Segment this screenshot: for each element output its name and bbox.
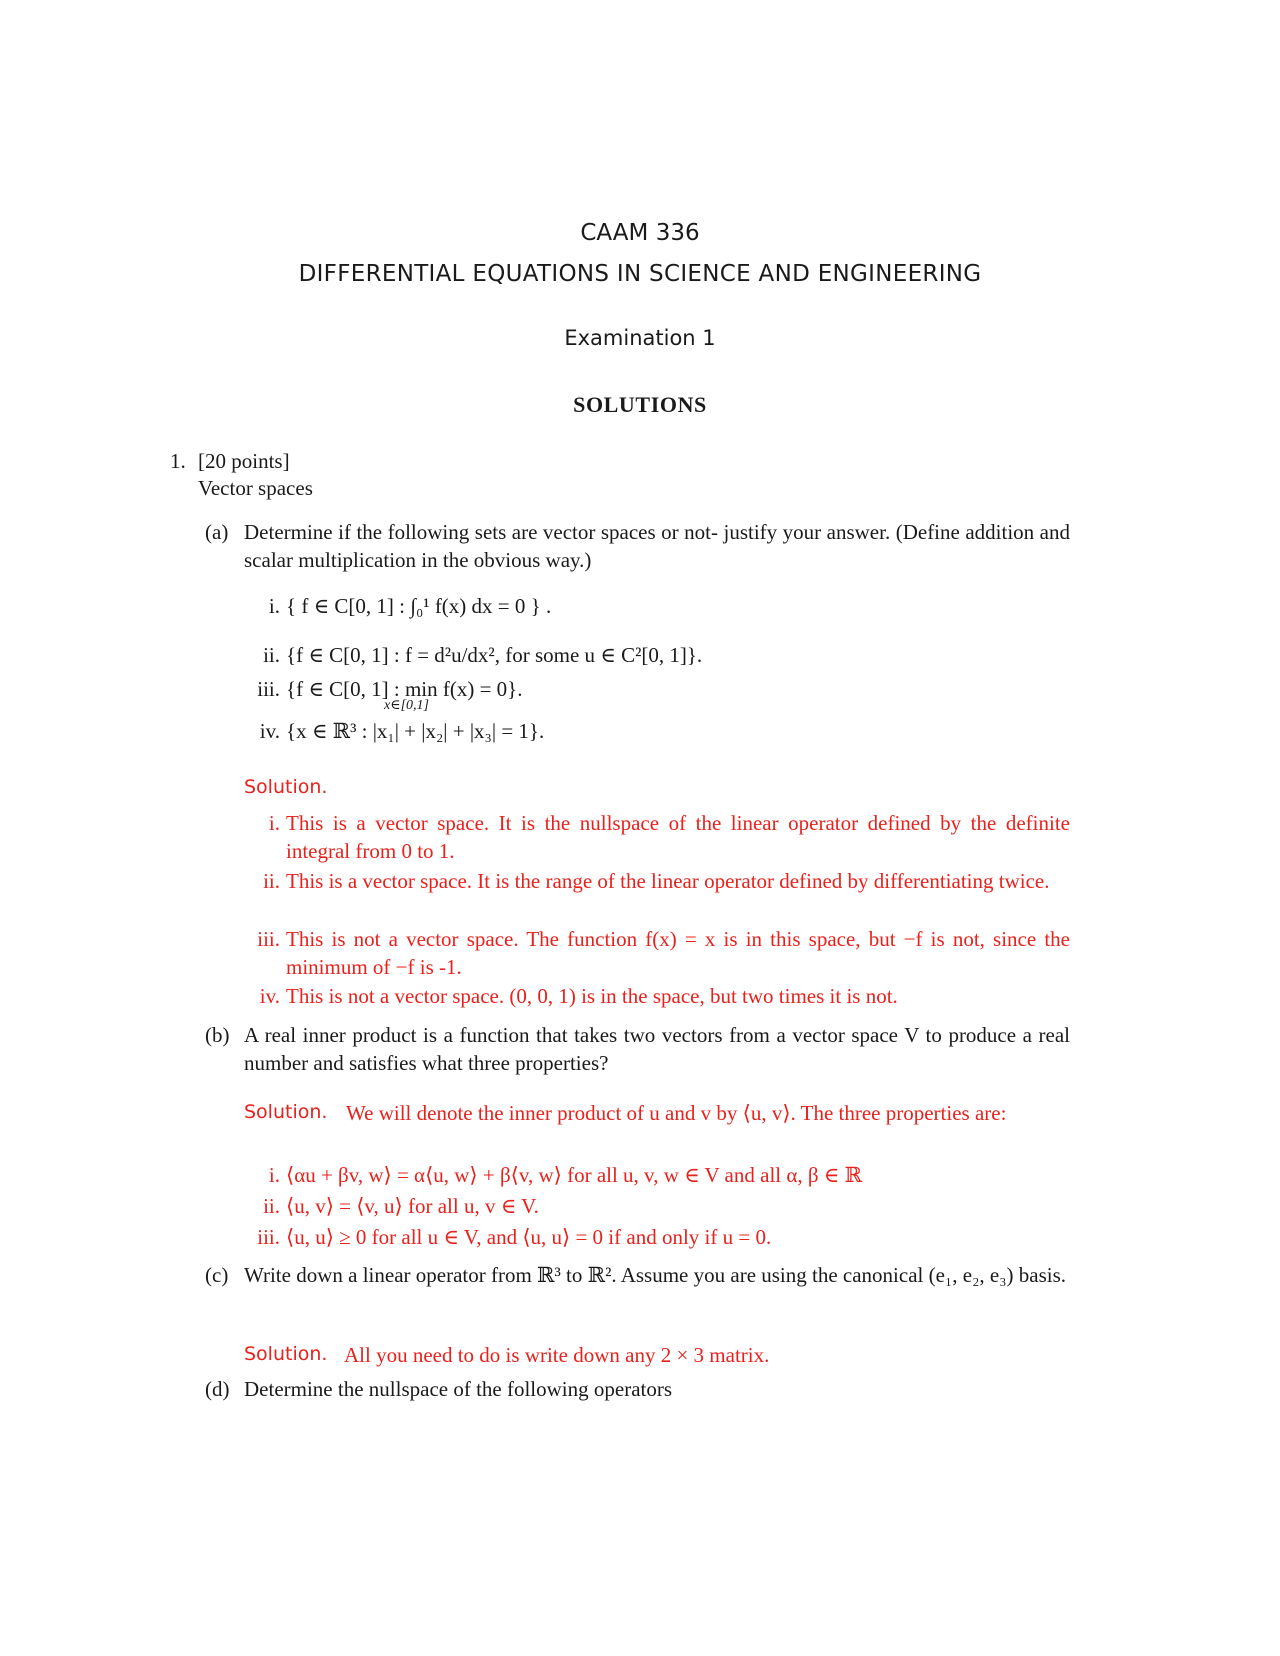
course-title: DIFFERENTIAL EQUATIONS IN SCIENCE AND ENGINEERING	[298, 261, 982, 287]
item-label: ii.	[263, 1194, 280, 1218]
item-text: ⟨u, u⟩ ≥ 0 for all u ∈ V, and ⟨u, u⟩ = 0 if and only if u = 0.	[286, 1225, 772, 1249]
min-subscript: x∈[0,1]	[384, 698, 429, 713]
solutions-heading: SOLUTIONS	[573, 392, 707, 417]
item-text: {x ∈ ℝ³ : |x₁| + |x₂| + |x₃| = 1}.	[286, 719, 545, 743]
item-label: iii.	[257, 927, 280, 951]
item-text: {f ∈ C[0, 1] : f = d²u/dx², for some u ∈ C²[0, 1]}.	[286, 643, 703, 667]
item-label: ii.	[263, 643, 280, 667]
solution-label-a: Solution.	[244, 776, 328, 798]
item-text: This is a vector space. It is the nullspace of the linear operator defined by the definite integral from 0 to 1.	[286, 811, 1070, 863]
solution-b-intro-line1: We will denote the inner product of u and v by ⟨u, v⟩. The three properties are:	[346, 1101, 1007, 1125]
item-text: ⟨αu + βv, w⟩ = α⟨u, w⟩ + β⟨v, w⟩ for all u, v, w ∈ V and all α, β ∈ ℝ	[286, 1163, 863, 1187]
solution-a-item-2	[246, 867, 1070, 895]
part-a-item-1	[246, 592, 1070, 620]
item-text: This is a vector space. It is the range of the linear operator defined by differentiating twice.	[286, 869, 1050, 893]
item-label: iii.	[257, 677, 280, 701]
problem-topic: Vector spaces	[198, 476, 313, 500]
part-a-item-3	[246, 675, 1070, 703]
part-c-text: Write down a linear operator from ℝ³ to ℝ². Assume you are using the canonical (e₁, e₂, e₃) basis.	[244, 1263, 1067, 1287]
solution-b-item-1	[246, 1161, 1070, 1189]
part-a-text: Determine if the following sets are vector spaces or not- justify your answer. (Define addition and scalar multiplication in the obvious way.)	[244, 520, 1070, 572]
solution-a-item-1	[246, 809, 1070, 865]
part-a-label: (a)	[205, 520, 229, 544]
part-d-label: (d)	[205, 1377, 230, 1401]
item-text: { f ∈ C[0, 1] : ∫₀¹ f(x) dx = 0 } .	[286, 594, 552, 618]
item-label: i.	[268, 594, 280, 618]
exam-title: Examination 1	[564, 326, 716, 350]
item-label: ii.	[263, 869, 280, 893]
solution-b-item-3	[246, 1223, 1070, 1251]
item-text: This is not a vector space. (0, 0, 1) is in the space, but two times it is not.	[286, 984, 898, 1008]
item-label: iv.	[259, 984, 280, 1008]
solution-a-item-3	[246, 925, 1070, 981]
part-a-item-4	[246, 717, 1070, 745]
part-c-label: (c)	[205, 1263, 229, 1287]
solution-label-b: Solution.	[244, 1101, 328, 1123]
problem-number: 1.	[170, 449, 186, 473]
solution-b-item-2	[246, 1192, 1070, 1220]
problem-points: [20 points]	[198, 449, 290, 473]
item-label: iv.	[259, 719, 280, 743]
item-text: This is not a vector space. The function f(x) = x is in this space, but −f is not, since the minimum of −f is -1.	[286, 927, 1070, 979]
item-text: {f ∈ C[0, 1] : min f(x) = 0}.	[286, 677, 523, 701]
solution-label-c: Solution.	[244, 1343, 328, 1365]
solution-a-item-4	[246, 982, 1070, 1010]
part-d-text: Determine the nullspace of the following operators	[244, 1377, 673, 1401]
item-label: iii.	[257, 1225, 280, 1249]
course-number: CAAM 336	[580, 220, 700, 246]
item-label: i.	[268, 811, 280, 835]
solution-c-text: All you need to do is write down any 2 × 3 matrix.	[344, 1343, 770, 1367]
item-text: ⟨u, v⟩ = ⟨v, u⟩ for all u, v ∈ V.	[286, 1194, 539, 1218]
part-b-text: A real inner product is a function that takes two vectors from a vector space V to produce a real number and satisfies what three properties?	[244, 1023, 1070, 1075]
part-b-label: (b)	[205, 1023, 230, 1047]
item-label: i.	[268, 1163, 280, 1187]
part-a-item-2	[246, 641, 1070, 669]
